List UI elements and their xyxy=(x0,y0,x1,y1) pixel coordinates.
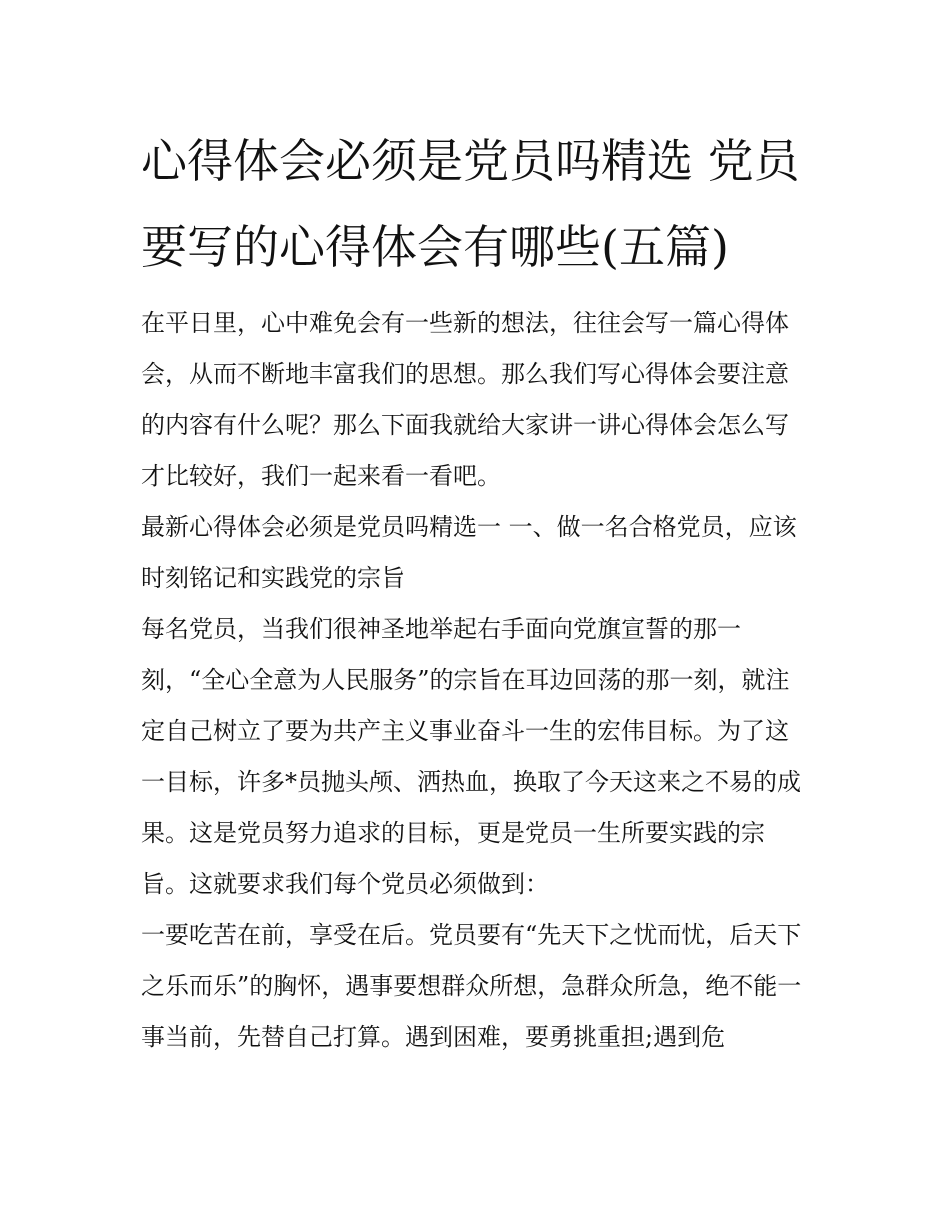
section-heading-paragraph: 最新心得体会必须是党员吗精选一 一、做一名合格党员，应该时刻铭记和实践党的宗旨 xyxy=(141,513,797,592)
document-body xyxy=(141,118,821,1063)
intro-paragraph: 在平日里，心中难免会有一些新的想法，往往会写一篇心得体会，从而不断地丰富我们的思想。那么我们写心得体会要注意的内容有什么呢？那么下面我就给大家讲一讲心得体会怎么写才比较好，我们一起来看一看吧。 xyxy=(141,309,789,490)
body-paragraph: 每名党员，当我们很神圣地举起右手面向党旗宣誓的那一刻，“全心全意为人民服务”的宗旨在耳边回荡的那一刻，就注定自己树立了要为共产主义事业奋斗一生的宏伟目标。为了这一目标，许多*员抛头颅、洒热血，换取了今天这来之不易的成果。这是党员努力追求的目标，更是党员一生所要实践的宗旨。这就要求我们每个党员必须做到： xyxy=(141,615,801,898)
document-title: 心得体会必须是党员吗精选 党员要写的心得体会有哪些(五篇) xyxy=(141,134,800,274)
body-paragraph: 一要吃苦在前，享受在后。党员要有“先天下之忧而忧，后天下之乐而乐”的胸怀，遇事要想群众所想，急群众所急，绝不能一事当前，先替自己打算。遇到困难，要勇挑重担;遇到危 xyxy=(141,921,802,1051)
